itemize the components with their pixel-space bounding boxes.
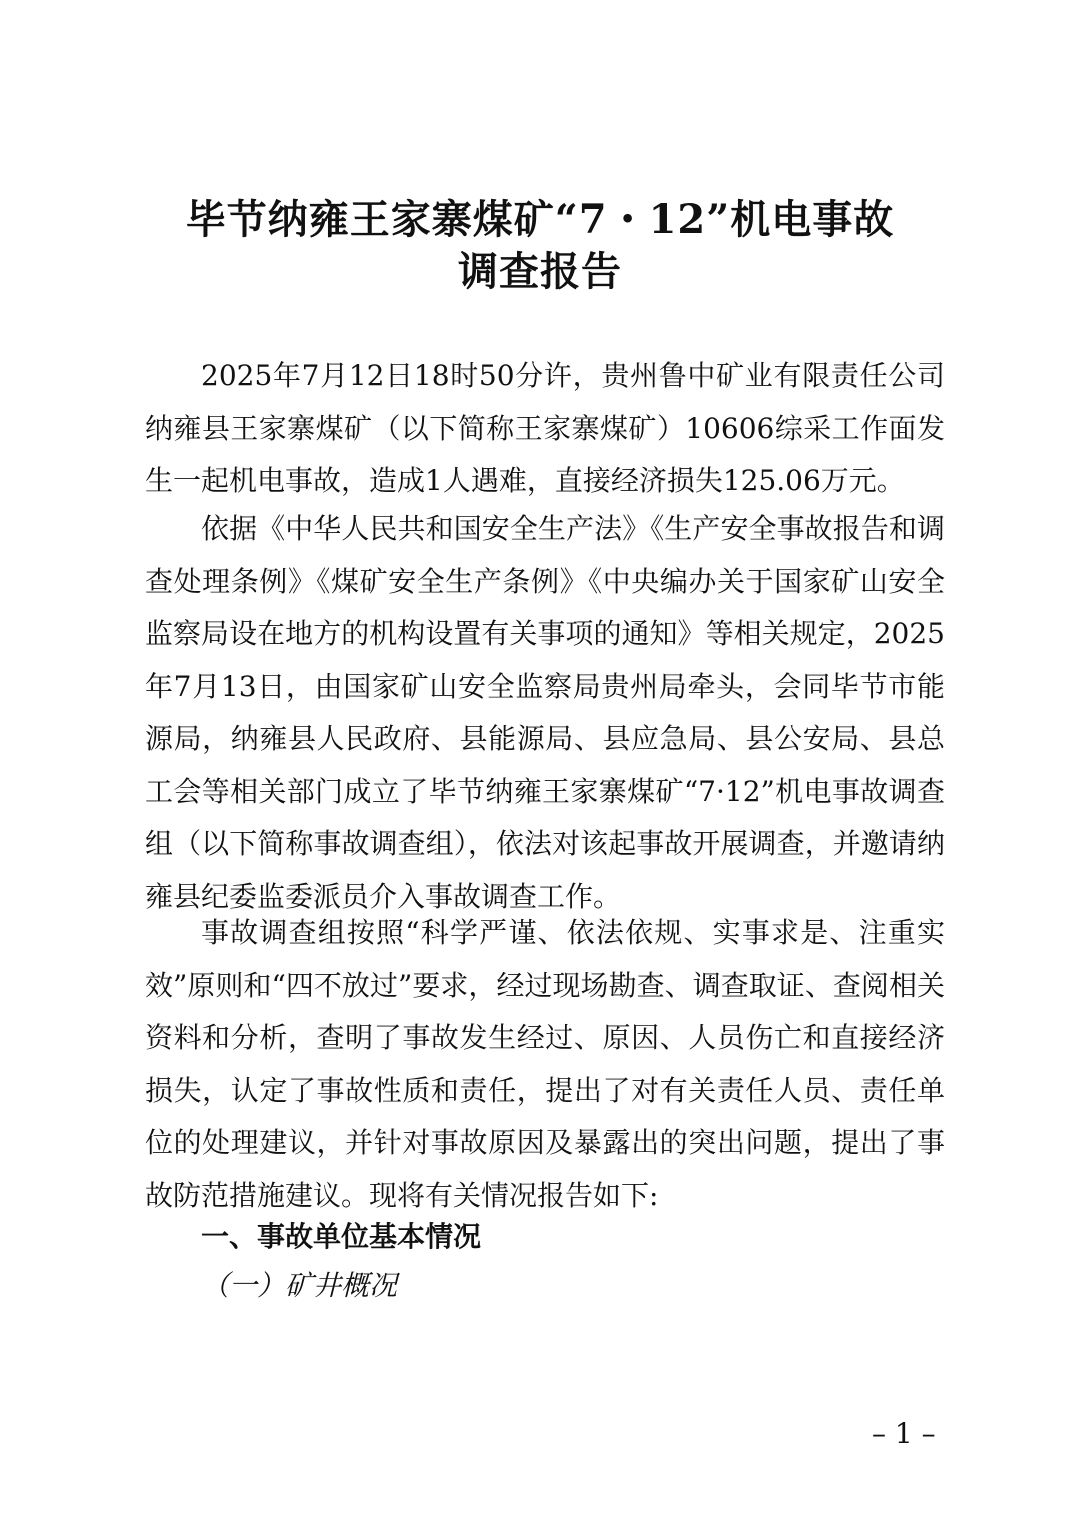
section-heading-unit-info: 一、事故单位基本情况 — [201, 1220, 482, 1253]
paragraph-accident-summary: 2025年7月12日18时50分许，贵州鲁中矿业有限责任公司纳雍县王家寨煤矿（以下简称王家寨煤矿）10606综采工作面发生一起机电事故，造成1人遇难，直接经济损失125.06万元。 — [145, 359, 945, 497]
report-title-line-1: 毕节纳雍王家寨煤矿“7・12”机电事故 — [185, 196, 895, 243]
report-title-line-2: 调查报告 — [458, 248, 622, 295]
subsection-heading-mine-overview: （一）矿井概况 — [201, 1269, 398, 1302]
paragraph-legal-basis: 依据《中华人民共和国安全生产法》《生产安全事故报告和调查处理条例》《煤矿安全生产条例》《中央编办关于国家矿山安全监察局设在地方的机构设置有关事项的通知》等相关规定，2025年7月13日，由国家矿山安全监察局贵州局牵头，会同毕节市能源局，纳雍县人民政府、县能源局、县应急局、县公安局、县总工会等相关部门成立了毕节纳雍王家寨煤矿“7·12”机电事故调查组（以下简称事故调查组），依法对该起事故开展调查，并邀请纳雍县纪委监委派员介入事故调查工作。 — [145, 512, 945, 913]
page-number: – 1 – — [872, 1417, 936, 1450]
paragraph-investigation-principles: 事故调查组按照“科学严谨、依法依规、实事求是、注重实效”原则和“四不放过”要求，经过现场勘查、调查取证、查阅相关资料和分析，查明了事故发生经过、原因、人员伤亡和直接经济损失，认定了事故性质和责任，提出了对有关责任人员、责任单位的处理建议，并针对事故原因及暴露出的突出问题，提出了事故防范措施建议。现将有关情况报告如下: — [145, 916, 945, 1212]
